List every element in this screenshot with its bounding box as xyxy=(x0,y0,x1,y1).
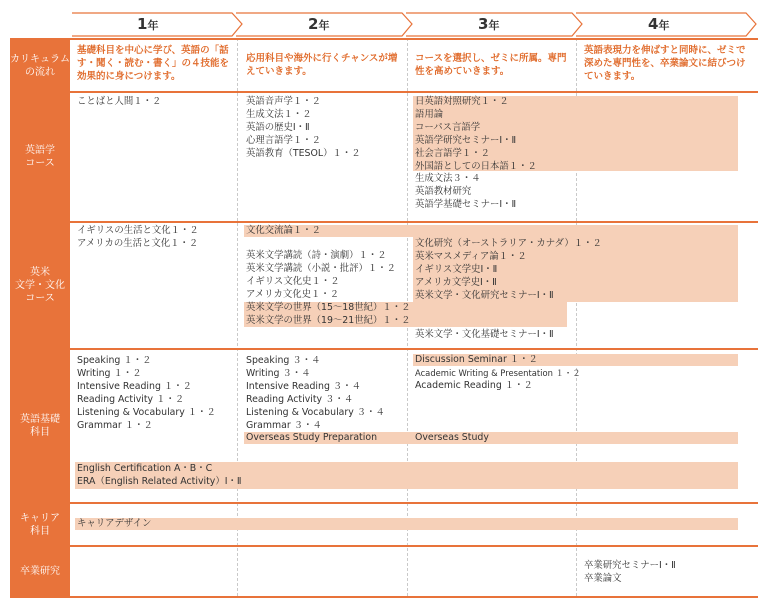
beibun-year-3-list xyxy=(415,238,602,303)
course-item: イギリス文化史１・２ xyxy=(246,275,340,287)
course-item: 心理言語学１・２ xyxy=(246,134,322,146)
course-item: 英語学基礎セミナーⅠ・Ⅱ xyxy=(415,199,517,211)
course-item: ことばと人間１・２ xyxy=(77,96,162,107)
row-label-career: キャリア 科目 xyxy=(10,504,70,545)
row-label-eigo-course: 英語学 コース xyxy=(10,93,70,221)
course-item: Academic Writing & Presentation １・２ xyxy=(415,367,581,378)
course-item: 英米文学講読（小説・批評）１・２ xyxy=(246,262,397,274)
eigo-year-1-list xyxy=(77,96,161,109)
course-item: Listening & Vocabulary １・２ xyxy=(77,406,216,418)
course-item: コーパス言語学 xyxy=(415,121,481,133)
year-4-header: 4年 xyxy=(648,15,670,33)
course-item: Discussion Seminar １・２ xyxy=(415,354,538,365)
course-item: 英語音声学１・２ xyxy=(246,96,322,107)
kiso-year-3-list xyxy=(415,354,581,393)
row-divider xyxy=(10,545,758,547)
beibun-year-1-list xyxy=(77,225,199,251)
sotsugyo-year-4-list xyxy=(584,560,676,586)
year-3-header: 3年 xyxy=(478,15,500,33)
row-label-sotsugyo: 卒業研究 xyxy=(10,547,70,596)
course-item: Speaking １・２ xyxy=(77,355,152,366)
course-item: アメリカの生活と文化１・２ xyxy=(77,237,199,249)
course-item: イギリス文学史Ⅰ・Ⅱ xyxy=(415,263,498,275)
course-item: 社会言語学１・２ xyxy=(415,147,491,159)
course-item: Writing ３・４ xyxy=(246,367,311,379)
course-item: Listening & Vocabulary ３・４ xyxy=(246,406,385,418)
row-divider xyxy=(10,502,758,504)
row-divider xyxy=(10,596,758,598)
course-item: Writing １・２ xyxy=(77,367,142,379)
course-item: 生成文法１・２ xyxy=(246,108,312,120)
course-item: 英語教育（TESOL）１・２ xyxy=(246,147,361,159)
course-item: 英語教材研究 xyxy=(415,186,472,198)
course-item: 英米文学講読（詩・演劇）１・２ xyxy=(246,250,387,261)
career-band xyxy=(75,518,738,530)
course-item: 英語学研究セミナーⅠ・Ⅱ xyxy=(415,134,517,146)
beibun-year-2-list xyxy=(246,250,411,327)
course-item: Grammar ３・４ xyxy=(246,419,322,431)
course-item: 生成文法３・４ xyxy=(415,173,481,185)
row-divider xyxy=(10,38,758,40)
course-item: Intensive Reading １・２ xyxy=(77,380,193,392)
curriculum-year-1: 基礎科目を中心に学び、英語の「話す・聞く・読む・書く」の４技能を効果的に身につけます。 xyxy=(77,45,230,82)
course-item: イギリスの生活と文化１・２ xyxy=(77,225,199,236)
course-item: 語用論 xyxy=(415,108,444,120)
course-item: 英米文学・文化研究セミナーⅠ・Ⅱ xyxy=(415,289,554,301)
course-item: 文化研究（オーストラリア・カナダ）１・２ xyxy=(415,238,602,249)
course-item: 卒業論文 xyxy=(584,572,622,584)
kiso-year-2-list xyxy=(246,355,385,432)
kiso-year-3-overseas-study: Overseas Study xyxy=(415,432,489,443)
course-item: 外国語としての日本語１・２ xyxy=(415,160,537,172)
row-divider xyxy=(10,221,758,223)
year-1-header: 1年 xyxy=(137,15,159,33)
eigo-year-3-list xyxy=(415,96,537,212)
course-item: 卒業研究セミナーⅠ・Ⅱ xyxy=(584,560,676,571)
kiso-year-1-list xyxy=(77,355,216,432)
row-label-kiso: 英語基礎 科目 xyxy=(10,350,70,502)
row-label-curriculum: カリキュラム の流れ xyxy=(10,40,70,91)
course-item: Intensive Reading ３・４ xyxy=(246,380,362,392)
course-item: 英語の歴史Ⅰ・Ⅱ xyxy=(246,121,310,133)
year-2-header: 2年 xyxy=(308,15,330,33)
beibun-year-2-bunka: 文化交流論１・２ xyxy=(246,225,322,236)
course-item: 日英語対照研究１・２ xyxy=(415,96,509,107)
course-item: アメリカ文化史１・２ xyxy=(246,288,340,300)
row-label-beibun-course: 英米 文学・文化 コース xyxy=(10,223,70,348)
course-item: Reading Activity １・２ xyxy=(77,393,185,405)
course-item: Grammar １・２ xyxy=(77,419,153,431)
course-item: 英米文学の世界（19〜21世紀）１・２ xyxy=(246,314,411,326)
course-item: Academic Reading １・２ xyxy=(415,379,533,391)
kiso-all-years-list xyxy=(77,463,241,489)
kiso-year-2-overseas-prep: Overseas Study Preparation xyxy=(246,432,378,443)
course-item: アメリカ文学史Ⅰ・Ⅱ xyxy=(415,276,497,288)
curriculum-year-2: 応用科目や海外に行くチャンスが増えていきます。 xyxy=(246,53,398,77)
course-item: 英米マスメディア論１・２ xyxy=(415,250,527,262)
course-item: ERA（English Related Activity）Ⅰ・Ⅱ xyxy=(77,475,242,487)
row-divider xyxy=(10,91,758,93)
course-item: English Certification A・B・C xyxy=(77,463,213,474)
beibun-year-3-kiso-seminar: 英米文学・文化基礎セミナーⅠ・Ⅱ xyxy=(415,329,554,340)
curriculum-year-3: コースを選択し、ゼミに所属。専門性を高めていきます。 xyxy=(415,53,567,77)
row-divider xyxy=(10,348,758,350)
course-item: Speaking ３・４ xyxy=(246,355,321,366)
eigo-year-2-list xyxy=(246,96,361,161)
course-item: Reading Activity ３・４ xyxy=(246,393,354,405)
course-item: 英米文学の世界（15〜18世紀）１・２ xyxy=(246,301,411,313)
curriculum-year-4: 英語表現力を伸ばすと同時に、ゼミで深めた専門性を、卒業論文に結びつけていきます。 xyxy=(584,45,746,82)
column-divider xyxy=(237,38,238,596)
career-design: キャリアデザイン xyxy=(77,518,152,529)
